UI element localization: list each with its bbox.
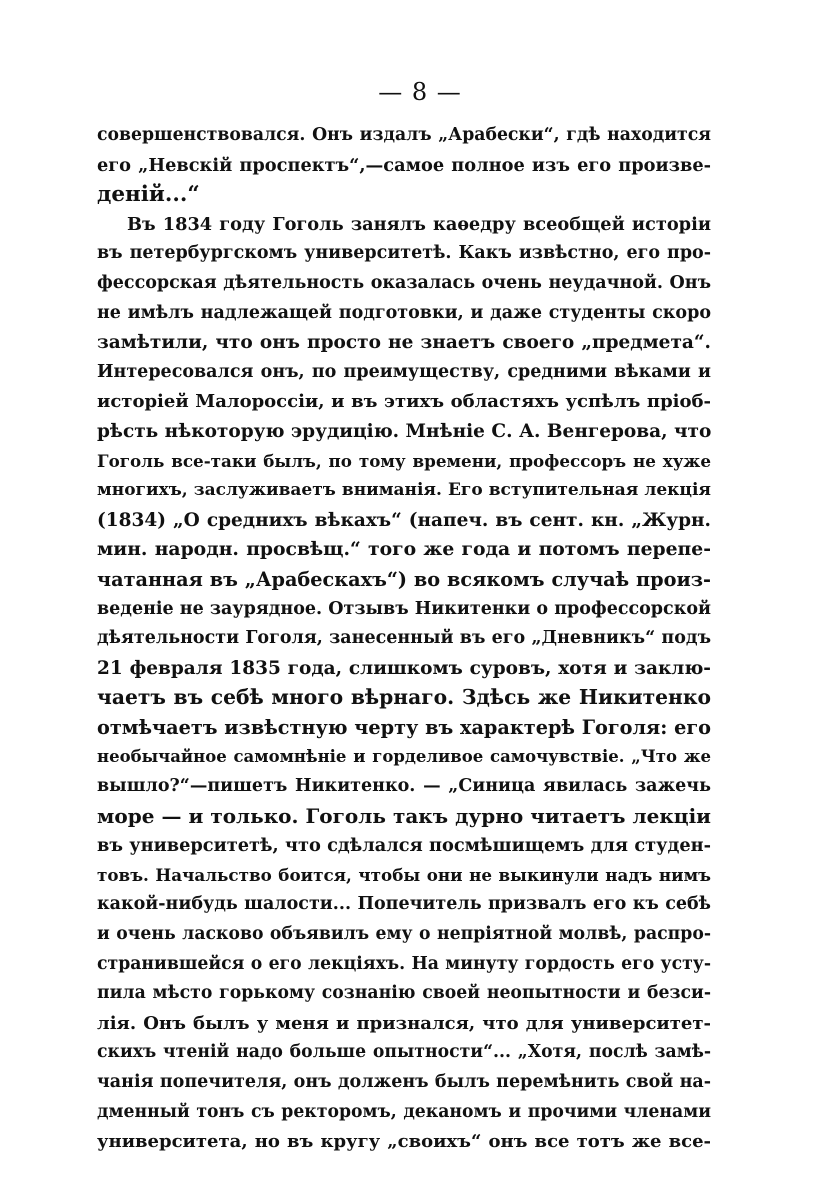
text-line: дѣятельности Гоголя, занесенный въ его „Дневникъ“ подъ	[97, 628, 711, 649]
text-line: 21 февраля 1835 года, слишкомъ суровъ, хотя и заклю-	[97, 657, 711, 679]
text-line: веденіе не заурядное. Отзывъ Никитенки о профессорской	[97, 598, 711, 619]
text-line: фессорская дѣятельность оказалась очень неудачной. Онъ	[97, 272, 711, 293]
text-line: скихъ чтеній надо больше опытности“... „Хотя, послѣ замѣ-	[97, 1042, 711, 1063]
text-line: Гоголь все-таки былъ, по тому времени, профессоръ не хуже	[97, 450, 711, 471]
text-line: дменный тонъ съ ректоромъ, деканомъ и прочими членами	[97, 1101, 711, 1122]
text-line: (1834) „О среднихъ вѣкахъ“ (напеч. въ сент. кн. „Журн.	[97, 509, 711, 531]
text-line: исторіей Малороссіи, и въ этихъ областяхъ успѣлъ пріоб-	[97, 391, 711, 413]
text-line: чаетъ въ себѣ много вѣрнаго. Здѣсь же Никитенко	[97, 685, 711, 710]
text-line: необычайное самомнѣніе и горделивое самочувствіе. „Что же	[97, 747, 711, 767]
text-line: деній...“	[97, 182, 200, 208]
text-line: Въ 1834 году Гоголь занялъ каѳедру всеобщей исторіи	[127, 213, 711, 235]
text-line: Интересовался онъ, по преимуществу, средними вѣками и	[97, 361, 711, 382]
page-number: — 8 —	[378, 78, 462, 106]
text-line: въ петербургскомъ университетѣ. Какъ извѣстно, его про-	[97, 243, 711, 264]
text-line: въ университетѣ, что сдѣлался посмѣшищемъ для студен-	[97, 835, 711, 857]
text-line: чанія попечителя, онъ долженъ былъ перемѣнить свой на-	[97, 1072, 711, 1092]
text-line: вышло?“—пишетъ Никитенко. — „Синица явилась зажечь	[97, 776, 711, 797]
text-line: лія. Онъ былъ у меня и признался, что для университет-	[97, 1012, 711, 1034]
text-line: совершенствовался. Онъ издалъ „Арабески“, гдѣ находится	[97, 125, 711, 145]
text-line: отмѣчаетъ извѣстную черту въ характерѣ Гоголя: его	[97, 715, 711, 739]
text-line: рѣсть нѣкоторую эрудицію. Мнѣніе С. А. Венгерова, что	[97, 420, 712, 442]
text-line: чатанная въ „Арабескахъ“) во всякомъ случаѣ произ-	[97, 567, 711, 591]
text-line: замѣтили, что онъ просто не знаетъ своего „предмета“.	[97, 332, 711, 354]
text-line: странившейся о его лекціяхъ. На минуту гордость его усту-	[97, 953, 711, 974]
text-line: и очень ласково объявилъ ему о непріятной молвѣ, распро-	[97, 924, 711, 945]
text-line: море — и только. Гоголь такъ дурно читаетъ лекціи	[97, 803, 711, 828]
text-line: не имѣлъ надлежащей подготовки, и даже студенты скоро	[97, 302, 711, 323]
text-line: университета, но въ кругу „своихъ“ онъ все тотъ же все-	[97, 1131, 711, 1153]
text-line: какой-нибудь шалости... Попечитель призвалъ его къ себѣ	[97, 894, 711, 915]
text-line: мин. народн. просвѣщ.“ того же года и потомъ перепе-	[97, 538, 711, 561]
text-line: многихъ, заслуживаетъ вниманія. Его вступительная лекція	[97, 480, 711, 501]
text-line: товъ. Начальство боится, чтобы они не выкинули надъ нимъ	[97, 864, 711, 885]
text-line: его „Невскій проспектъ“,—самое полное изъ его произве-	[97, 154, 711, 176]
body-text	[97, 121, 711, 1157]
text-line: пила мѣсто горькому сознанію своей неопытности и безси-	[97, 983, 711, 1004]
